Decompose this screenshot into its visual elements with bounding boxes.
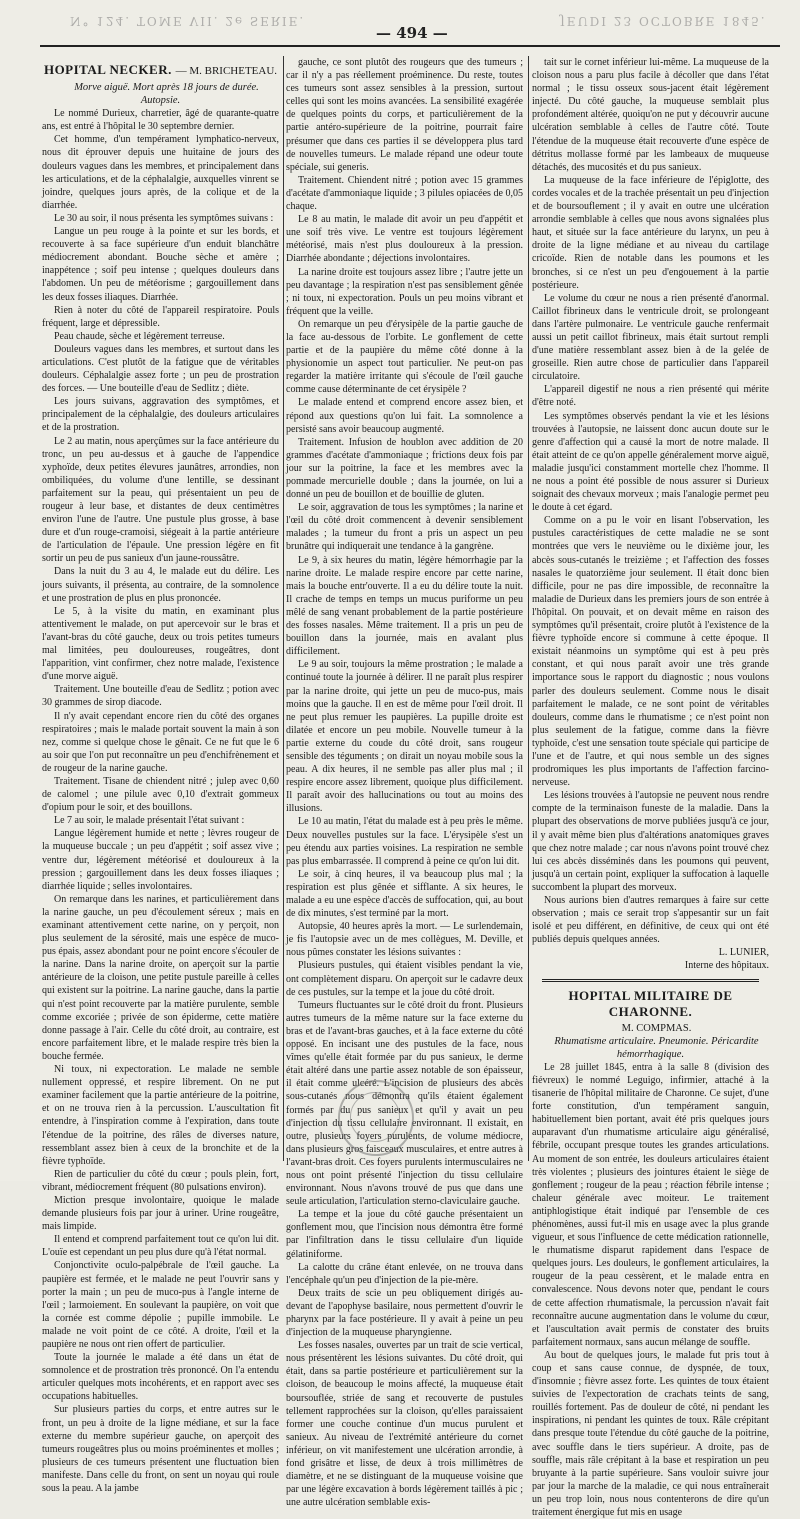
- column-2: [286, 56, 523, 1509]
- paragraph: Le 8 au matin, le malade dit avoir un peu d'appétit et une soif très vive. Le ventre est toujours légèrement météorisé, mais n'est plus douloureux à la pression. Diarrhée abondante ; déjections involontaires.: [286, 214, 523, 265]
- paragraph: Douleurs vagues dans les membres, et surtout dans les articulations. C'est plutôt de la fatigue que de véritables douleurs. Céphalalgie assez forte ; un peu de prostration des forces. — Une bouteille d'eau de Sedlitz ; diète.: [42, 343, 279, 395]
- article-author-2: M. COMPMAS.: [621, 1022, 692, 1034]
- paragraph: Le 9 au soir, toujours la même prostration ; le malade a continué toute la journée à délirer. Il ne paraît plus respirer par la narine droite, qui jette un peu de muco-pus, mais moins que la gauche. Il en est de même pour l'œil droit. Il ne peut plus remuer les paupières. La pupille droite est dilatée et encore un peu mobile. Nouvelle tumeur à la partie externe du coude du côté droit, sans rougeur sensible des téguments ; on dirait un noyau mobile sous la peau. A dix heures, il ne semble pas aller plus mal ; il respire encore assez librement, quoique plus difficilement. Il paraît avoir des hallucinations ou tout au moins des illusions.: [286, 659, 523, 815]
- paragraph: Les symptômes observés pendant la vie et les lésions trouvées à l'autopsie, ne laissent donc aucun doute sur le genre d'affection qui a causé la mort de notre malade. Il était atteint de ce qu'on appelle généralement morve aiguë, maladie jusqu'ici constamment mortelle chez l'homme. Il ne nous a point été possible de nous assurer si Durieux soignait des chevaux morveux ; mais l'analogie permet peu le doute à cet égard.: [532, 410, 769, 514]
- paragraph: La muqueuse de la face inférieure de l'épiglotte, des cordes vocales et de la trachée présentait un peu d'injection et de boursouflement ; il y avait en outre une ulcération arrondie semblable à celles que nous avons signalées plus haut, et située sur la face antérieure du larynx, un peu à droite de la ligne médiane et au niveau du cartilage cricoïde. Rien de notable dans les poumons et les bronches, si ce n'est un peu d'engouement à la partie postérieure.: [532, 174, 769, 291]
- bleed-through-right: JEUDI 23 OCTOBRE 1845.: [560, 14, 767, 28]
- paragraph: Le soir, à cinq heures, il va beaucoup plus mal ; la respiration est plus gênée et sifflante. A six heures, le malade a eu une espèce d'accès de suffocation, qui, au bout de dix minutes, s'est terminé par la mort.: [286, 868, 523, 920]
- paragraph: Langue légèrement humide et nette ; lèvres rougeur de la muqueuse buccale ; un peu d'appétit ; soif assez vive ; ventre dur, légèrement météorisé et douloureux à la pression ; gargouillement dans les deux fosses iliaques ; diarrhée liquide ; selles involontaires.: [42, 828, 279, 892]
- paragraph: Traitement. Infusion de houblon avec addition de 20 grammes d'acétate d'ammoniaque ; frictions deux fois par jour sur la poitrine, la face et les membres avec la pommade mercurielle double ; dans la journée, on lui a donné un peu de bouillon et de bouillie de gluten.: [286, 436, 523, 501]
- article-subtitle: Morve aiguë. Mort après 18 jours de durée. Autopsie.: [74, 82, 259, 107]
- paragraph: Sur plusieurs parties du corps, et entre autres sur le front, un peu à droite de la ligne médiane, et sur la face externe du membre supérieur gauche, on aperçoit des tumeurs rougeâtres plus ou moins proéminentes et molles ; plusieurs de ces tumeurs présentent une fluctuation bien manifeste. Dans celle du front, on sent un noyau qui roule sous la peau. A la jambe: [42, 1404, 279, 1495]
- paragraph: La tempe et la joue du côté gauche présentaient un gonflement mou, que l'incision nous démontra être formé par l'infiltration dans le tissu cellulaire d'un liquide gélatiniforme.: [286, 1209, 523, 1260]
- paragraph: Langue un peu rouge à la pointe et sur les bords, et recouverte à sa face supérieure d'un enduit blanchâtre médiocrement abondant. Bouche sèche et amère ; inappétence ; soif peu intense ; quelques douleurs dans l'abdomen. Un peu de météorisme ; gargouillement dans les deux fosses iliaques. Diarrhée.: [42, 226, 279, 303]
- article-author: — M. BRICHETEAU.: [175, 65, 278, 77]
- paragraph: Le volume du cœur ne nous a rien présenté d'anormal. Caillot fibrineux dans le ventricule droit, se prolongeant dans l'artère pulmonaire. Le ventricule gauche renfermait aussi un petit caillot fibrineux, mais était surtout rempli d'une matière ressemblant assez bien à de la gelée de groseille. Rien autre chose de particulier dans l'appareil circulatoire.: [532, 292, 769, 383]
- paragraph: Le 10 au matin, l'état du malade est à peu près le même. Deux nouvelles pustules sur la face. L'érysipèle s'est un peu étendu aux parties voisines. La respiration ne semble pas plus embarrassée. Il comprend à peine ce qu'on lui dit.: [286, 816, 523, 867]
- signature-name: L. LUNIER,: [718, 947, 769, 959]
- paragraph: Le malade entend et comprend encore assez bien, et répond aux questions qu'on lui fait. La somnolence a persisté sans avoir beaucoup augmenté.: [286, 397, 523, 435]
- paragraph: Le 2 au matin, nous aperçûmes sur la face antérieure du tronc, un peu au-dessus et à gauche de l'appendice xyphoïde, deux petites élevures jaunâtres, arrondies, non ombiliquées, du volume d'une lentille, se dessinant parfaitement sur la peau, qui présentaient un peu de rougeur à leur base, et distantes de deux centimètres environ l'une de l'autre. Une pustule plus grosse, à base dure et d'un rouge-cramoisi, siégeait à la partie antérieure de l'articulation de l'épaule. Une pression légère en fit sortir un peu de pus sanieux d'un jaune-roussâtre.: [42, 435, 279, 565]
- paragraph: On remarque un peu d'érysipèle de la partie gauche de la face au-dessous de l'orbite. Le gonflement de cette partie et de la paupière du même côté donne à la physionomie un aspect tout particulier. Ne peut-on pas regarder la matière irritante qui s'écoule de l'œil gauche comme cause déterminante de cet érysipèle ?: [286, 318, 523, 396]
- column-2-body: [286, 56, 523, 1509]
- paragraph: Les fosses nasales, ouvertes par un trait de scie vertical, nous présentèrent les lésions suivantes. Du côté droit, qui était, dans sa partie postérieure et particulièrement sur la cloison, de beaucoup le moins affecté, la muqueuse était boursouflée, striée de sang et recouverte de pustules tellement rapprochées sur la cloison, qu'elles paraissaient former une couche continue d'un mucus purulent et sanieux. Au niveau de l'extrémité antérieure du cornet inférieur, on vit manifestement une ulcération arrondie, à fond grisâtre et lisse, de deux à trois millimètres de diamètre, et ne se distinguant de la muqueuse voisine que par une légère excavation à bords légèrement taillés à pic ; une autre ulcération semblable exis-: [286, 1340, 523, 1509]
- paragraph: Cet homme, d'un tempérament lymphatico-nerveux, nous dit éprouver depuis une huitaine de jours des douleurs vagues dans les membres, et principalement dans les articulations, et de la céphalalgie, auxquelles vinrent se joindre, quelques jours après, de la colique et de la diarrhée.: [42, 134, 279, 211]
- paragraph: Comme on a pu le voir en lisant l'observation, les pustules caractéristiques de cette maladie ne se sont montrées que vers le neuvième ou le dixième jour, les abcès sous-cutanés le treizième ; et l'affection des fosses nasales le quatorzième jour seulement. Il était donc bien difficile, pour ne pas dire impossible, de reconnaître la maladie de Durieux dans les premiers jours de son entrée à l'hôpital. On pouvait, et on devait même en raison des symptômes qu'il présentait, croire plutôt à l'existence de la fièvre typhoïde encore si commune à cette époque. Il existait néanmoins un symptôme qui est à peu près constant, et qui nous paraît avoir une très grande importance sous le rapport du diagnostic ; nous voulons parler des douleurs seulement. Comme nous le disait parfaitement le malade, ce ne sont point de véritables douleurs, comme dans le rhumatisme ; ce n'est point non plus seulement de la fatigue, comme dans la fièvre typhoïde, c'est une sensation toute spéciale qui participe de l'une et de l'autre, et qui nous semble un des signes prodromiques les plus importants de l'affection farcino-nerveuse.: [532, 515, 769, 789]
- column-divider-1: [283, 56, 284, 1161]
- paragraph: Tumeurs fluctuantes sur le côté droit du front. Plusieurs autres tumeurs de la même nature sur la face externe du bras et de l'avant-bras gauches, et à la face externe du côté opposé. En incisant une des pustules de la face, nous vîmes qu'elle était formée par du pus sanieux, le derme était altéré dans une partie assez notable de son épaisseur, il était comme ulcéré. L'incision de plusieurs des abcès sous-cutanés nous démontra qu'ils étaient également formés par du pus sanieux et qu'il y avait un peu d'injection du tissu cellulaire environnant. Il existait, en outre, plusieurs foyers purulents, de volume médiocre, dans plusieurs gros faisceaux musculaires, et entre autres à l'avant-bras droit. Ces foyers purulents intermusculaires ne nous ont point présenté l'injection du tissu cellulaire environnant. Nous n'avons trouvé de pus que dans une seule articulation, l'articulation sterno-claviculaire gauche.: [286, 999, 523, 1208]
- paragraph: Deux traits de scie un peu obliquement dirigés au-devant de l'apophyse basilaire, nous permettent d'ouvrir le pharynx par la face postérieure. Il y avait à peine un peu d'injection de la muqueuse pharyngienne.: [286, 1287, 523, 1339]
- paragraph: La narine droite est toujours assez libre ; l'autre jette un peu davantage ; la respiration n'est pas sensiblement gênée ; ni toux, ni expectoration. Pouls un peu moins vibrant et fréquent que la veille.: [286, 266, 523, 317]
- paragraph: Dans la nuit du 3 au 4, le malade eut du délire. Les jours suivants, il présenta, au contraire, de la somnolence et une prostration de plus en plus prononcée.: [42, 566, 279, 604]
- article-subtitle-2: Rhumatisme articulaire. Pneumonie. Péricardite hémorrhagique.: [554, 1035, 759, 1060]
- page-number: — 494 —: [376, 24, 448, 42]
- paragraph: Le 5, à la visite du matin, en examinant plus attentivement le malade, on put apercevoir sur le bras et l'avant-bras du côté gauche, deux ou trois petites tumeurs mal limitées, peu douloureuses, rougeâtres, dont l'apparition, vint confirmer, chez notre malade, l'existence d'une morve aiguë.: [42, 605, 279, 683]
- column-3-body-2: [532, 1061, 769, 1519]
- paragraph: tait sur le cornet inférieur lui-même. La muqueuse de la cloison nous a paru plus facile à décoller que dans l'état normal ; le tissu osseux sous-jacent était légèrement injecté. Du côté gauche, la muqueuse semblait plus profondément altérée, quoiqu'on ne put y découvrir aucune ulcération semblable à celles de l'autre côté. Toute l'étendue de la muqueuse était recouverte d'une espèce de détritus mollasse formé par les lambeaux de muqueuse détachés, des mucosités et du pus sanieux.: [532, 57, 769, 173]
- column-1-body: [42, 107, 279, 1495]
- paragraph: Au bout de quelques jours, le malade fut pris tout à coup et sans cause connue, de dyspnée, de toux, d'insomnie ; fièvre assez forte. Les quintes de toux étaient suivies de l'expectoration de crachats teints de sang, rouillés fortement. Pas de douleur de côté, ni pendant les inspirations, ni pendant les quintes de toux. Râle crépitant dans presque toute l'étendue du côté gauche de la poitrine, avec souffle dans le tiers supérieur. A droite, pas de souffle, mais râle crépitant à la base et respiration un peu bruyante à la partie supérieure. Sans vouloir suivre jour par jour la marche de la maladie, ce qui nous entraînerait un peu trop loin, nous nous contenterons de dire qu'un traitement énergique fut mis en usage: [532, 1349, 769, 1519]
- paragraph: Rien à noter du côté de l'appareil respiratoire. Pouls fréquent, large et dépressible.: [42, 304, 279, 329]
- paragraph: Le 30 au soir, il nous présenta les symptômes suivans :: [54, 212, 274, 224]
- paragraph: Traitement. Tisane de chiendent nitré ; julep avec 0,60 de calomel ; une pilule avec 0,10 d'extrait gommeux d'opium pour le soir, et des bouillons.: [42, 775, 279, 814]
- paragraph: L'appareil digestif ne nous a rien présenté qui mérite d'être noté.: [532, 384, 769, 409]
- paragraph: Le 9, à six heures du matin, légère hémorrhagie par la narine droite. Le malade respire encore par cette narine, mais la bouche entr'ouverte. Il a eu du délire toute la nuit. Il crache de temps en temps un mucus puriforme un peu mêlé de sang venant probablement de la partie postérieure des fosses nasales. Même traitement. Il a pris un peu de bouillon dans la journée, mais en avalant plus difficilement.: [286, 554, 523, 658]
- paragraph: Le soir, aggravation de tous les symptômes ; la narine et l'œil du côté droit commencent à devenir sensiblement malades ; la tumeur du front a pris un aspect un peu brunâtre qui indiquerait une tendance à la gangrène.: [286, 502, 523, 553]
- column-3: [532, 56, 769, 1519]
- paragraph: Il n'y avait cependant encore rien du côté des organes respiratoires ; mais le malade portait souvent la main à son nez, comme si quelque chose le gênait. Ce ne fut que le 6 au soir que l'on put reconnaître un peu d'enchifrènement et de rougeur de la narine gauche.: [42, 710, 279, 774]
- paragraph: Plusieurs pustules, qui étaient visibles pendant la vie, ont complètement disparu. On aperçoit sur le cadavre deux de ces pustules, sur la tempe et la joue du côté droit.: [286, 960, 523, 998]
- paragraph: La calotte du crâne étant enlevée, on ne trouva dans l'encéphale qu'un peu d'injection de la pie-mère.: [286, 1261, 523, 1286]
- paragraph: Autopsie, 40 heures après la mort. — Le surlendemain, je fis l'autopsie avec un de mes collègues, M. Deville, et nous pûmes constater les lésions suivantes :: [286, 921, 523, 959]
- paragraph: Miction presque involontaire, quoique le malade demande plusieurs fois par jour à uriner. Urine rougeâtre, mais limpide.: [42, 1194, 279, 1233]
- signature-role: Interne des hôpitaux.: [684, 960, 769, 972]
- paragraph: On remarque dans les narines, et particulièrement dans la narine gauche, un peu d'écoulement séreux ; mais en examinant attentivement cette narine, on y perçoit, non plus seulement de la sérosité, mais une espèce de muco-pus épais, assez abondant pour ne point encore s'écouler de la narine. Dans la narine droite, on aperçoit sur la partie antérieure de la cloison, une petite pustule pareille à celles qui existent sur la poitrine. La narine gauche, dans la partie qui n'est point recouverte par la matière purulente, semble comme excoriée ; privée de son épiderme, cette matière donne passage à l'air. Celle du côté droit, au contraire, est encore parfaitement libre, et le malade respire très bien la bouche fermée.: [42, 893, 279, 1062]
- library-stamp-icon: [338, 1080, 414, 1156]
- column-1: [42, 56, 279, 1495]
- paragraph: Le nommé Durieux, charretier, âgé de quarante-quatre ans, est entré à l'hôpital le 30 septembre dernier.: [42, 108, 279, 133]
- article-title-necker: [42, 62, 279, 79]
- header-rule: [40, 45, 780, 47]
- paragraph: Toute la journée le malade a été dans un état de somnolence et de prostration très prononcé. On l'a entendu articuler quelques mots incohérents, et en rapport avec ses occupations habituelles.: [42, 1352, 279, 1403]
- paragraph: Les lésions trouvées à l'autopsie ne peuvent nous rendre compte de la terminaison funeste de la maladie. Dans la plupart des observations de morve publiées jusqu'à ce jour, il y avait même bien plus d'altérations anatomiques graves que chez notre malade ; car nous n'avons point trouvé chez lui ces abcès disséminés dans les poumons qui peuvent, jusqu'à un certain point, expliquer la suffocation à laquelle succombent la plupart des morveux.: [532, 790, 769, 893]
- article-title-charonne: HOPITAL MILITAIRE DE CHARONNE.: [568, 987, 733, 1019]
- article-title-text: HOPITAL NECKER.: [43, 62, 172, 77]
- paragraph: Les jours suivans, aggravation des symptômes, et principalement de la céphalalgie, des douleurs articulaires et de la prostration.: [42, 396, 279, 434]
- paragraph: gauche, ce sont plutôt des rougeurs que des tumeurs ; car il n'y a pas réellement proéminence. Du reste, toutes ces tumeurs sont assez sensibles à la pression, surtout celles qui sont les moins avancées. La sensibilité exagérée de quelques points du corps, et particulièrement de la partie antéro-supérieure de la poitrine, pourrait faire présumer que dans ces parties il se développera plus tard de nouvelles tumeurs. Le malade répand une odeur toute spéciale, sui generis.: [286, 57, 523, 173]
- section-separator: [542, 979, 759, 982]
- paragraph: Conjonctivite oculo-palpébrale de l'œil gauche. La paupière est fermée, et le malade ne peut l'ouvrir sans y porter la main ; un peu de muco-pus à l'angle interne de l'œil ; larmoiement. En soulevant la paupière, on voit que la cornée est comme dépolie ; pupille immobile. Le malade ne voit point de ce côté. A droite, l'œil et la paupière ne nous ont rien offert de particulier.: [42, 1260, 279, 1350]
- paragraph: Traitement. Chiendent nitré ; potion avec 15 grammes d'acétate d'ammoniaque liquide ; 3 pilules opiacées de 0,05 chaque.: [286, 174, 523, 213]
- paragraph: Le 7 au soir, le malade présentait l'état suivant :: [54, 815, 245, 827]
- page-header: [0, 0, 800, 40]
- bleed-through-left: N° 124. TOME VII. 2e SERIE.: [70, 14, 306, 28]
- paragraph: Traitement. Une bouteille d'eau de Sedlitz ; potion avec 30 grammes de sirop diacode.: [42, 684, 279, 709]
- paragraph: Rien de particulier du côté du cœur ; pouls plein, fort, vibrant, médiocrement fréquent (80 pulsations environ).: [42, 1168, 279, 1193]
- column-3-body: [532, 56, 769, 946]
- paragraph: Peau chaude, sèche et légèrement terreuse.: [54, 330, 225, 342]
- paragraph: Il entend et comprend parfaitement tout ce qu'on lui dit. L'ouïe est cependant un peu plus dure qu'à l'état normal.: [42, 1234, 279, 1259]
- column-divider-2: [528, 56, 529, 1161]
- paragraph: Ni toux, ni expectoration. Le malade ne semble nullement oppressé, et respire librement. On ne put examiner facilement que la partie antérieure de la poitrine, et on ne trouva rien à la percussion. L'auscultation fit entendre, à l'inspiration comme à l'expiration, dans toute l'étendue de la poitrine, des râles de diverses nature, ressemblant assez bien à ceux de la bronchite et de la fièvre typhoïde.: [42, 1064, 279, 1167]
- paragraph: Nous aurions bien d'autres remarques à faire sur cette observation ; mais ce serait trop s'appesantir sur un fait isolé et peu différent, en définitive, de ceux qui ont été publiés depuis quelques années.: [532, 895, 769, 946]
- paragraph: Le 28 juillet 1845, entra à la salle 8 (division des fiévreux) le nommé Leguigo, infirmier, attaché à la tisanerie de l'hôpital militaire de Charonne. Ce sujet, d'une forte constitution, d'un tempérament sanguin, habituellement bien portant, avait été pris quelques jours auparavant d'un rhumatisme articulaire aigu généralisé, fébrile, occupant presque toutes les grandes articulations. Au moment de son entrée, les douleurs articulaires étaient très violentes ; plusieurs des jointures étaient le siège de gonflement ; rougeur de la peau ; réaction fébrile intense ; chaleur générale avec moiteur. Le traitement antiphlogistique était indiqué par l'ensemble de ces phénomènes, aussi fut-il mis en usage avec la plus grande vigueur, et sous l'influence de cette médication rationnelle, le rhumatisme disparut rapidement dans l'espace de quelques jours. Les douleurs, le gonflement articulaires, la rougeur de la peau cessèrent, et le malade entra en convalescence. Nous devons noter que, pendant le cours de cette affection rhumatismale, la percussion n'avait fait reconnaître aucune augmentation dans le volume du cœur, et l'auscultation avait permis de constater des bruits parfaitement normaux, sans aucun mélange de souffle.: [532, 1061, 769, 1348]
